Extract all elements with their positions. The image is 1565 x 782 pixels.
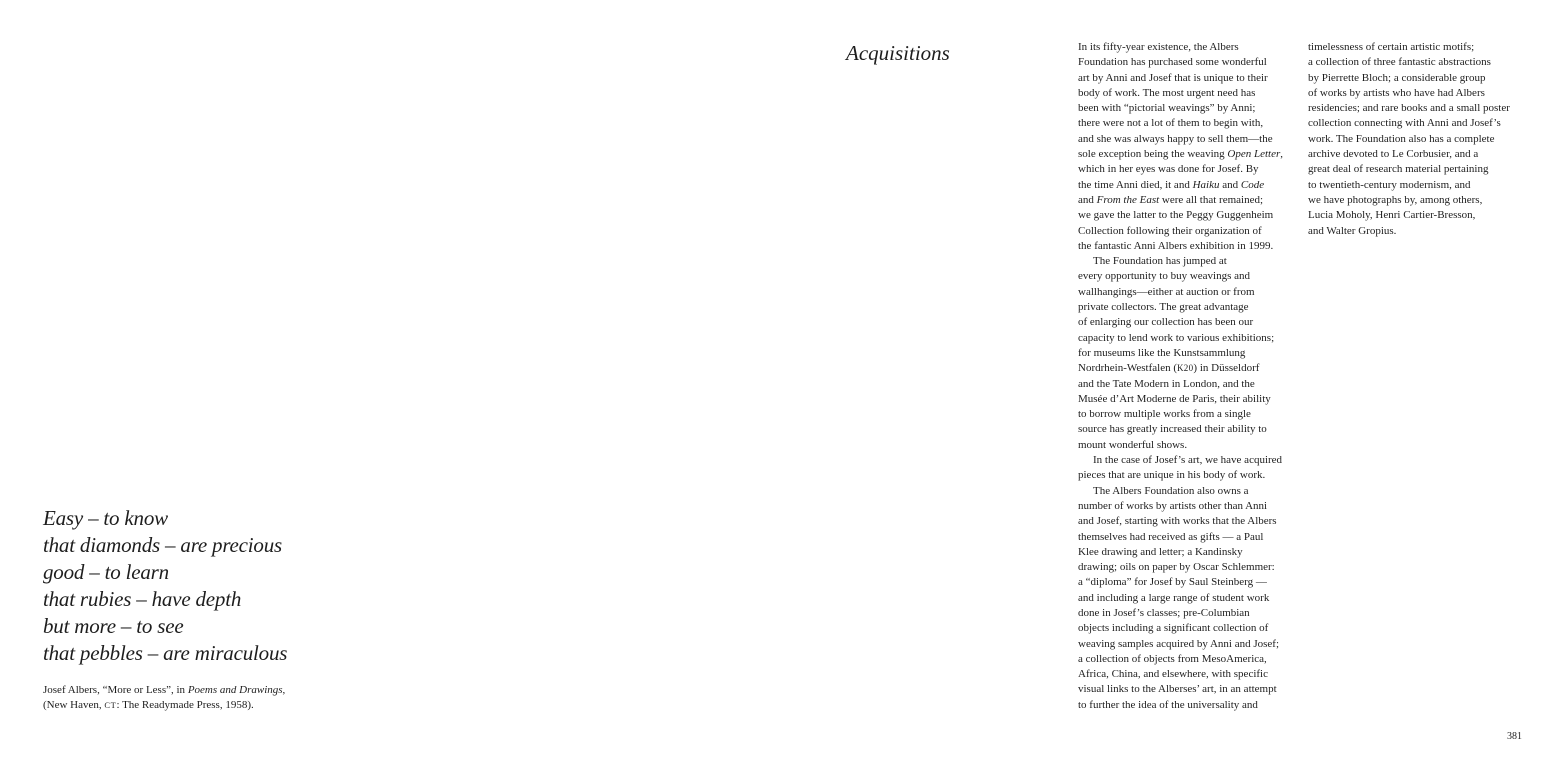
text-line: to twentieth-century modernism, and bbox=[1308, 178, 1471, 191]
citation-text: Josef Albers, “More or Less”, in bbox=[43, 684, 188, 696]
text-line: we gave the latter to the Peggy Guggenheim bbox=[1078, 209, 1274, 222]
left-page bbox=[0, 0, 782, 782]
text-line: there were not a lot of them to begin with, bbox=[1078, 117, 1264, 130]
text-line: timelessness of certain artistic motifs; bbox=[1308, 41, 1475, 53]
text-line: of enlarging our collection has been our bbox=[1078, 316, 1254, 329]
body-column-2 bbox=[1308, 40, 1538, 239]
text-run: sole exception being the weaving bbox=[1078, 148, 1228, 161]
text-line: private collectors. The great advantage bbox=[1078, 301, 1249, 314]
text-line: which in her eyes was done for Josef. By bbox=[1078, 163, 1259, 176]
text-line: and the Tate Modern in London, and the bbox=[1078, 377, 1255, 390]
text-line: work. The Foundation also has a complete bbox=[1308, 132, 1495, 145]
text-line: for museums like the Kunstsammlung bbox=[1078, 346, 1246, 359]
text-line: weaving samples acquired by Anni and Josef; bbox=[1078, 637, 1280, 650]
text-line: wallhangings—either at auction or from bbox=[1078, 285, 1255, 298]
text-line: a collection of objects from MesoAmerica, bbox=[1078, 652, 1267, 665]
text-run: ) in Düsseldorf bbox=[1193, 362, 1260, 375]
text-line: Africa, China, and elsewhere, with specific bbox=[1078, 668, 1268, 681]
text-line: The Albers Foundation also owns a bbox=[1093, 484, 1249, 497]
poem-line: good – to learn bbox=[43, 560, 169, 584]
text-line: every opportunity to buy weavings and bbox=[1078, 270, 1250, 283]
page-number: 381 bbox=[1507, 731, 1522, 742]
text-line: Foundation has purchased some wonderful bbox=[1078, 56, 1267, 69]
text-line: visual links to the Alberses’ art, in an attempt bbox=[1078, 683, 1277, 696]
text-line: and Walter Gropius. bbox=[1308, 224, 1397, 237]
text-line: Collection following their organization of bbox=[1078, 224, 1262, 237]
right-page bbox=[782, 0, 1565, 782]
work-title: Code bbox=[1240, 178, 1265, 191]
text-line: we have photographs by, among others, bbox=[1308, 193, 1483, 206]
text-line: pieces that are unique in his body of work. bbox=[1078, 469, 1266, 482]
citation-state: CT bbox=[104, 700, 117, 710]
text-line: art by Anni and Josef that is unique to their bbox=[1078, 71, 1268, 84]
text-line: body of work. The most urgent need has bbox=[1078, 86, 1256, 99]
text-line: In the case of Josef’s art, we have acquired bbox=[1093, 454, 1283, 467]
citation-line bbox=[43, 698, 285, 713]
text-run: and bbox=[1219, 178, 1241, 191]
text-run: the time Anni died, it and bbox=[1078, 178, 1193, 191]
citation-text: , bbox=[282, 684, 286, 696]
poem bbox=[43, 505, 287, 667]
citation-book-title: Poems and Drawings bbox=[187, 684, 283, 696]
text-line: a “diploma” for Josef by Saul Steinberg — bbox=[1078, 576, 1267, 589]
text-line: and Josef, starting with works that the Albers bbox=[1078, 515, 1277, 528]
poem-line: that rubies – have depth bbox=[43, 587, 242, 611]
text-line: residencies; and rare books and a small poster bbox=[1308, 102, 1510, 115]
citation-text: (New Haven, bbox=[43, 699, 105, 711]
poem-line: but more – to see bbox=[43, 614, 184, 638]
text-line bbox=[1078, 361, 1304, 376]
text-line: collection connecting with Anni and Josef’s bbox=[1308, 117, 1501, 130]
work-title: Haiku bbox=[1192, 178, 1220, 191]
small-caps: K20 bbox=[1177, 363, 1194, 374]
work-title: Open Letter bbox=[1227, 148, 1281, 161]
poem-line: that pebbles – are miraculous bbox=[43, 641, 288, 665]
text-line: a collection of three fantastic abstractions bbox=[1308, 56, 1491, 69]
text-line: by Pierrette Bloch; a considerable group bbox=[1308, 71, 1486, 84]
text-run: , bbox=[1280, 148, 1283, 161]
text-line: Lucia Moholy, Henri Cartier-Bresson, bbox=[1308, 209, 1476, 222]
text-line: number of works by artists other than Anni bbox=[1078, 499, 1268, 512]
section-title: Acquisitions bbox=[846, 41, 950, 65]
text-line: been with “pictorial weavings” by Anni; bbox=[1078, 102, 1256, 115]
text-line: drawing; oils on paper by Oscar Schlemmer: bbox=[1078, 561, 1275, 574]
text-line bbox=[1078, 193, 1304, 208]
citation-text: : The Readymade Press, 1958). bbox=[116, 699, 254, 711]
citation-line bbox=[43, 683, 285, 698]
text-run: Nordrhein-Westfalen ( bbox=[1078, 362, 1177, 375]
text-line: and she was always happy to sell them—the bbox=[1078, 132, 1273, 145]
text-run: were all that remained; bbox=[1159, 193, 1264, 206]
body-column-1 bbox=[1078, 40, 1304, 713]
text-line bbox=[1078, 178, 1304, 193]
poem-line: that diamonds – are precious bbox=[43, 533, 282, 557]
poem-citation bbox=[43, 683, 285, 713]
text-run: and bbox=[1078, 193, 1097, 206]
text-line: capacity to lend work to various exhibitions; bbox=[1078, 331, 1275, 344]
text-line: In its fifty-year existence, the Albers bbox=[1078, 41, 1239, 53]
text-line: great deal of research material pertaining bbox=[1308, 163, 1489, 176]
text-line: to further the idea of the universality and bbox=[1078, 698, 1258, 711]
text-line bbox=[1078, 147, 1304, 162]
text-line: to borrow multiple works from a single bbox=[1078, 408, 1251, 421]
text-line: themselves had received as gifts — a Paul bbox=[1078, 530, 1264, 543]
work-title: From the East bbox=[1096, 193, 1160, 206]
text-line: Musée d’Art Moderne de Paris, their ability bbox=[1078, 392, 1271, 405]
poem-line: Easy – to know bbox=[43, 506, 168, 530]
text-line: Klee drawing and letter; a Kandinsky bbox=[1078, 545, 1243, 558]
text-line: of works by artists who have had Albers bbox=[1308, 86, 1485, 99]
text-line: the fantastic Anni Albers exhibition in 1999. bbox=[1078, 239, 1274, 252]
text-line: mount wonderful shows. bbox=[1078, 438, 1188, 451]
text-line: done in Josef’s classes; pre-Columbian bbox=[1078, 606, 1250, 619]
text-line: objects including a significant collection of bbox=[1078, 622, 1269, 635]
text-line: and including a large range of student work bbox=[1078, 591, 1270, 604]
text-line: The Foundation has jumped at bbox=[1093, 255, 1227, 268]
text-line: archive devoted to Le Corbusier, and a bbox=[1308, 148, 1479, 161]
text-line: source has greatly increased their ability to bbox=[1078, 423, 1267, 436]
